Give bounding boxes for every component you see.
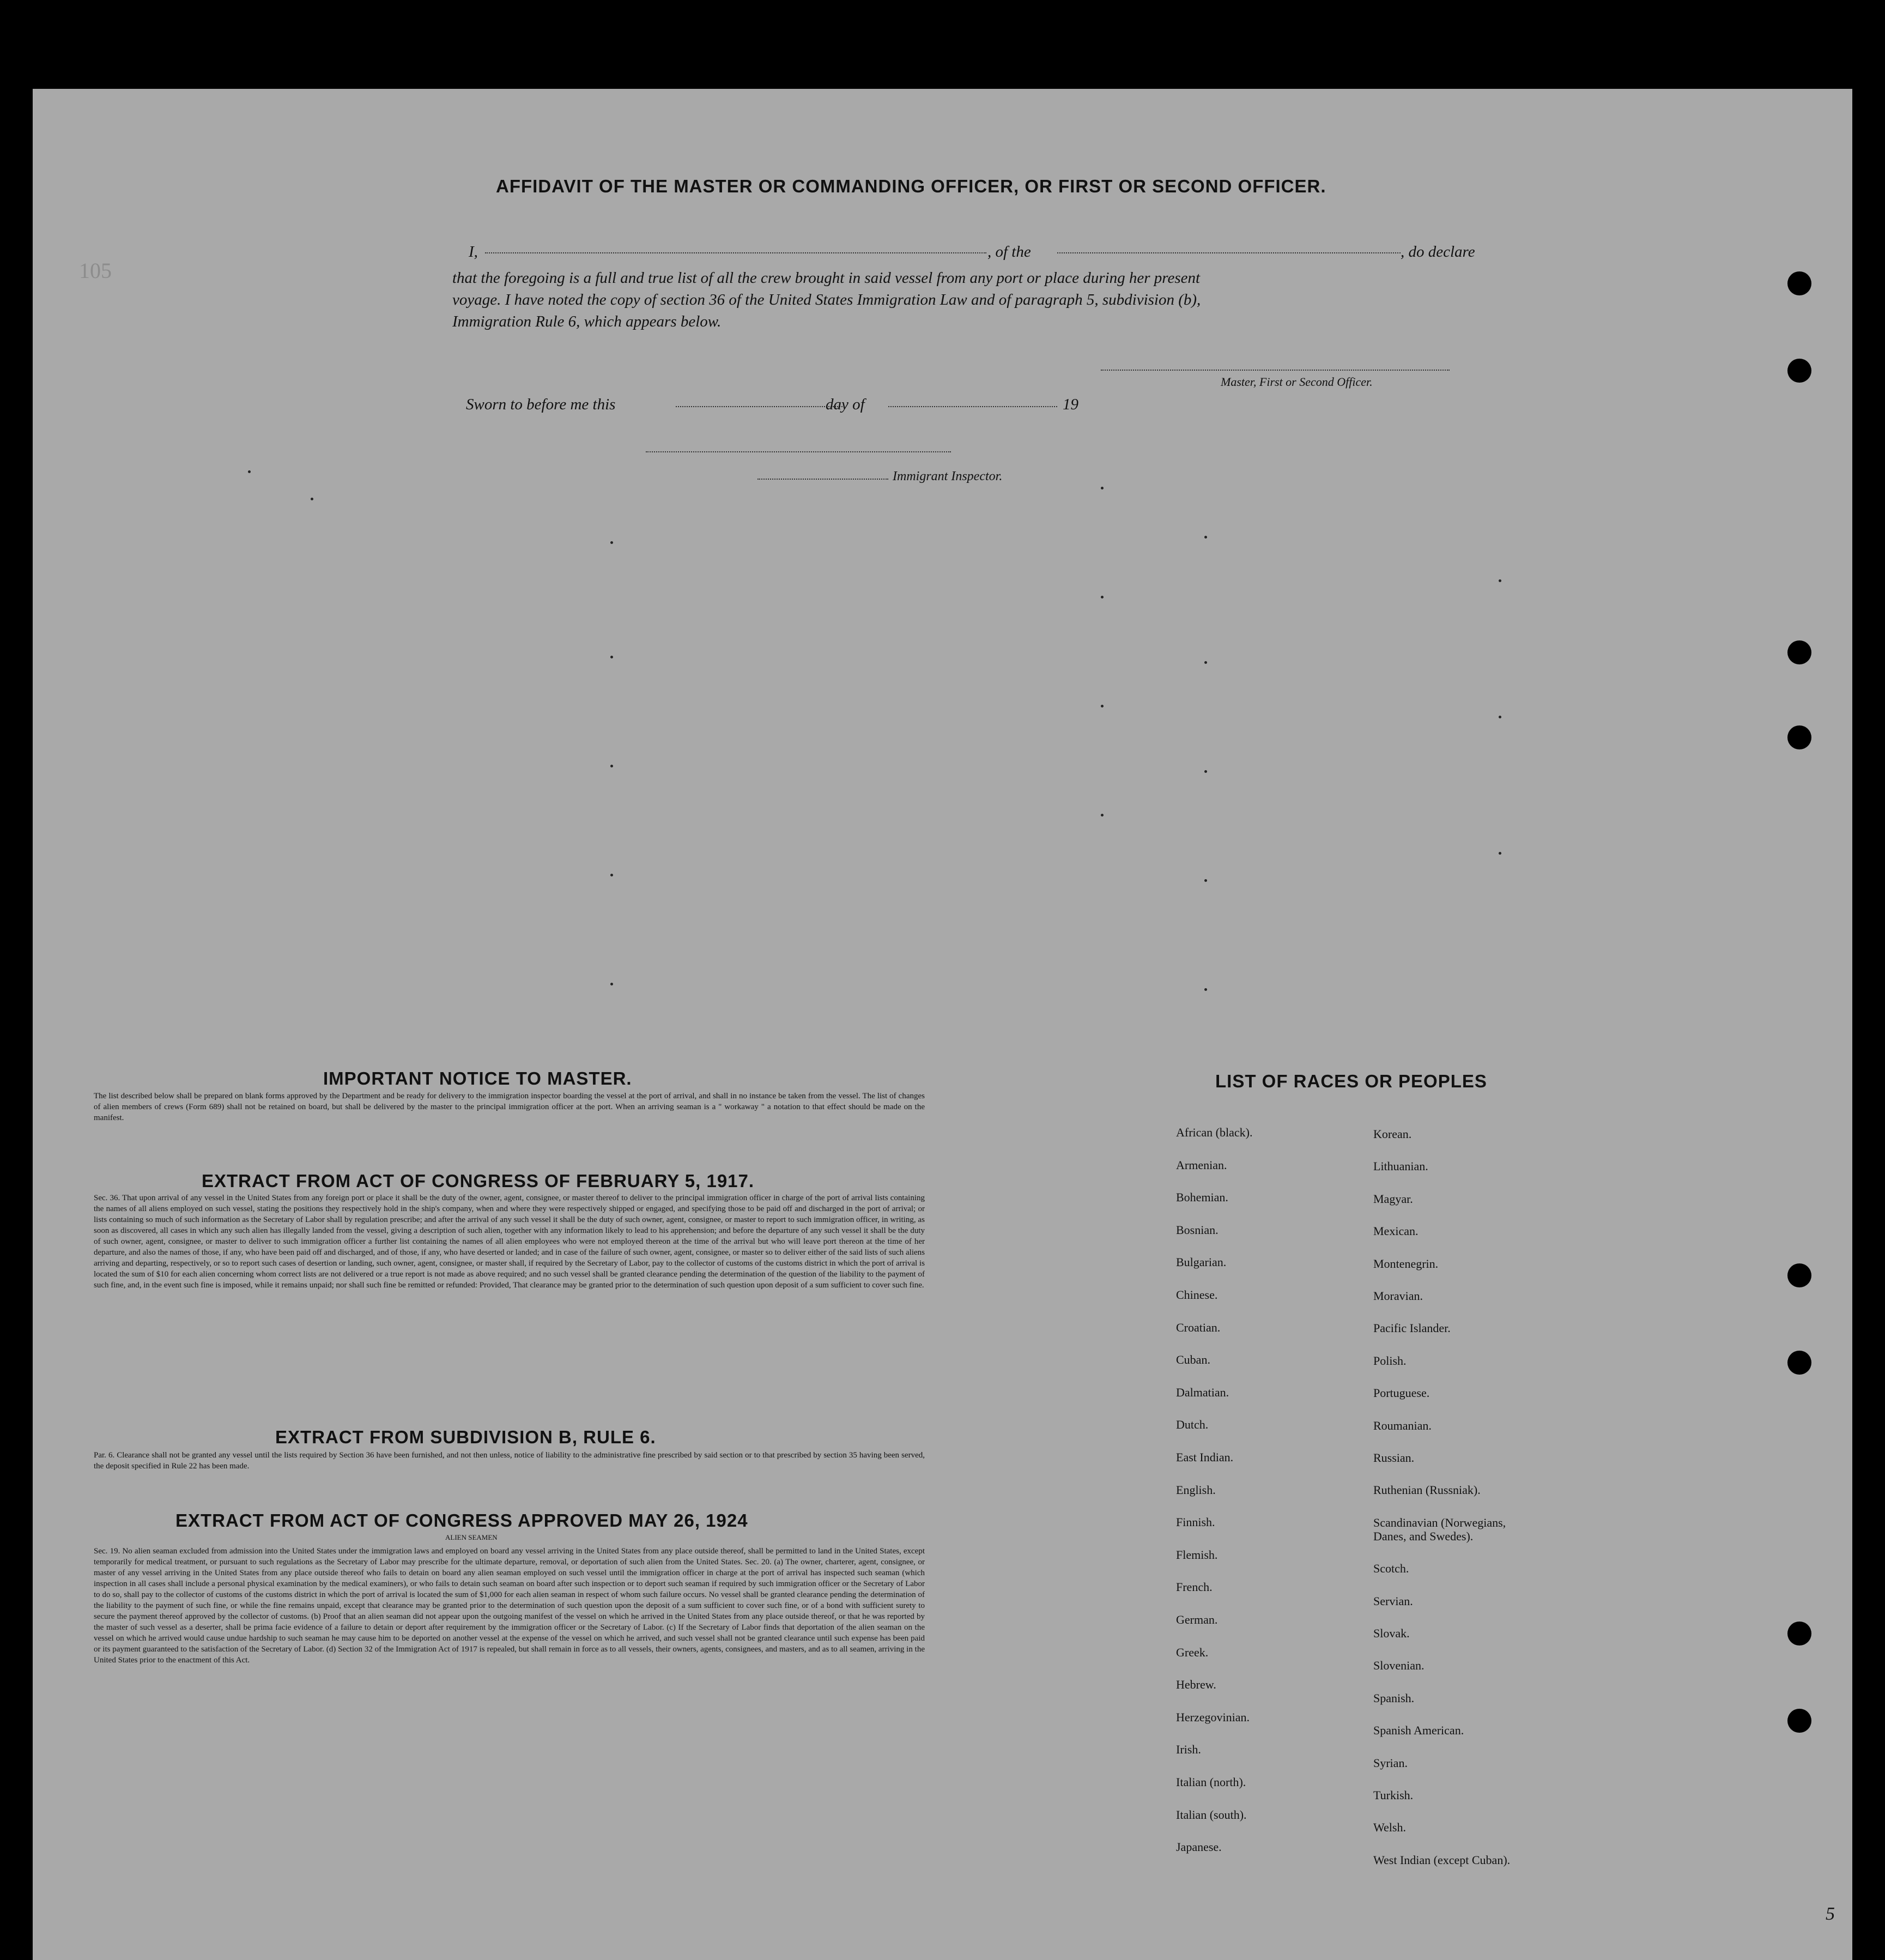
race-item: Magyar. [1373,1191,1413,1206]
vessel-blank [1057,252,1401,253]
race-item: Korean. [1373,1127,1412,1141]
race-item: Bulgarian. [1176,1255,1227,1269]
name-blank [485,252,986,253]
punch-hole [1787,1709,1811,1733]
day-of-label: day of [826,396,865,413]
race-item: Slovenian. [1373,1659,1425,1673]
sworn-month-blank [888,406,1057,407]
sworn-day-blank [676,406,845,407]
race-item: Armenian. [1176,1158,1227,1172]
race-item: Hebrew. [1176,1678,1216,1692]
punch-hole [1787,640,1811,664]
punch-hole [1787,1263,1811,1287]
races-title: LIST OF RACES OR PEOPLES [1215,1071,1487,1091]
race-item: Dalmatian. [1176,1385,1229,1399]
race-item: Turkish. [1373,1788,1414,1802]
notice-title: IMPORTANT NOTICE TO MASTER. [323,1068,632,1088]
affidavit-title: AFFIDAVIT OF THE MASTER OR COMMANDING OFFICER, OR FIRST OR SECOND OFFICER. [496,176,1326,196]
extract-1924-text: Sec. 19. No alien seaman excluded from admission into the United States under the immigration laws and employed on board any vessel arriving in the United States from any place outside thereof, shall be permitted to land in the United States, except temporarily for medical treatment, or pursuant to such regulations as the Secretary of Labor may prescribe for the ultimate departure, removal, or deportation of such alien from the United States. Sec. 20. (a) The owner, charterer, agent, consignee, or master of any vessel arriving in the United States from any place outside thereof who fails to detain on board any alien seaman employed on such vessel until the immigration officer in charge at the port of arrival has inspected such seaman (which inspection in all cases shall include a personal physical examination by the medical examiners), or who fails to detain such seaman on board after such inspection or to deport such seaman if required by such immigration officer or the Secretary of Labor to do so, shall pay to the collector of customs of the customs district in which the port of arrival is located the sum of $1,000 for each alien seaman in respect of whom such failure occurs. No vessel shall be granted clearance pending the determination of the liability to the payment of such fine, or while the fine remains unpaid, except that clearance may be granted prior to the determination of such question upon the deposit of a sum sufficient to cover such fine, or of a bond with sufficient surety to secure the payment thereof approved by the collector of customs. (b) Proof that an alien seaman did not appear upon the outgoing manifest of the vessel on which he arrived in the United States from any place outside thereof, or that he was reported by the master of such vessel as a deserter, shall be prima facie evidence of a failure to detain or deport after requirement by the immigration officer or the Secretary of Labor. (c) If the Secretary of Labor finds that deportation of the alien seaman on the vessel on which he arrived would cause undue hardship to such seaman he may cause him to be deported on another vessel at the expense of the vessel on which he arrived, and such vessel shall not be granted clearance until such expense has been paid or its payment guaranteed to the satisfaction of the Secretary of Labor. (d) Section 32 of the Immigration Act of 1917 is repealed, but shall remain in force as to all vessels, their owners, agents, consignees, and masters, and as to all seamen, arriving in the United States prior to the enactment of this Act. [94,1547,925,1665]
race-item: Danes, and Swedes). [1373,1529,1474,1543]
race-item: Dutch. [1176,1418,1209,1432]
document-sheet [33,89,1852,1960]
punch-hole [1787,271,1811,295]
punch-hole [1787,725,1811,749]
punch-hole [1787,1622,1811,1646]
race-item: Ruthenian (Russniak). [1373,1483,1481,1497]
race-item: Bohemian. [1176,1190,1228,1205]
race-item: Flemish. [1176,1547,1218,1562]
race-item: Japanese. [1176,1840,1222,1854]
of-the-label: , of the [987,243,1031,261]
affidavit-body-3: Immigration Rule 6, which appears below. [452,313,722,330]
master-signature-line [1101,370,1450,371]
race-item: Irish. [1176,1743,1201,1757]
inspector-short-line [757,479,888,480]
race-item: Portuguese. [1373,1386,1430,1400]
race-item: Italian (south). [1176,1807,1247,1822]
race-item: Spanish American. [1373,1723,1464,1738]
inspector-caption: Immigrant Inspector. [893,469,1003,483]
race-item: Montenegrin. [1373,1256,1439,1271]
margin-number: 105 [79,258,112,283]
race-item: French. [1176,1580,1213,1594]
race-item: Welsh. [1373,1820,1406,1835]
race-item: Roumanian. [1373,1418,1432,1432]
race-item: Croatian. [1176,1320,1221,1334]
punch-hole [1787,1351,1811,1375]
race-item: Lithuanian. [1373,1159,1428,1173]
race-item: West Indian (except Cuban). [1373,1853,1511,1867]
affidavit-body-2: voyage. I have noted the copy of section 36 of the United States Immigration Law and of paragraph 5, subdivision (b), [452,291,1201,308]
race-item: Chinese. [1176,1288,1218,1302]
race-item: Scotch. [1373,1562,1409,1576]
race-item: Bosnian. [1176,1223,1219,1237]
affidavit-body-1: that the foregoing is a full and true list of all the crew brought in said vessel from any port or place during her present [452,269,1201,287]
punch-hole [1787,359,1811,383]
race-item: Italian (north). [1176,1775,1246,1789]
race-item: Finnish. [1176,1515,1215,1529]
race-item: Pacific Islander. [1373,1321,1451,1335]
extract-1924-title: EXTRACT FROM ACT OF CONGRESS APPROVED MAY 26, 1924 [175,1510,748,1531]
corner-mark: 5 [1826,1904,1835,1924]
race-item: Scandinavian (Norwegians, [1373,1515,1506,1529]
extract-1917-title: EXTRACT FROM ACT OF CONGRESS OF FEBRUARY 5, 1917. [202,1171,755,1191]
extract-1917-text: Sec. 36. That upon arrival of any vessel in the United States from any foreign port or place it shall be the duty of the owner, agent, consignee, or master thereof to deliver to the principal immigration officer in charge of the port of arrival lists containing the names of all aliens employed on such vessel, stating the positions they respectively hold in the ship's company, when and where they were respectively shipped or engaged, and specifying those to be paid off and discharged in the port of arrival; or lists containing so much of such information as the Secretary of Labor shall by regulation prescribe; and after the arrival of any such vessel it shall be the duty of such owner, agent, consignee, or master to report to such immigration officer, in writing, as soon as discovered, all cases in which any such alien has illegally landed from the vessel, giving a description of such alien, together with any information likely to lead to his apprehension; and before the departure of any such vessel it shall be the duty of such owner, agent, consignee, or master to deliver to such immigration officer a further list containing the names of all alien employees who were not employed thereon at the time of the arrival but who will leave port thereon at the time of her departure, and also the names of those, if any, who have been paid off and discharged, and of those, if any, who have deserted or landed; and in case of the failure of such owner, agent, consignee, or master so to deliver either of the said lists of such aliens arriving and departing, respectively, or so to report such cases of desertion or landing, such owner, agent, consignee, or master shall, if required by the Secretary of Labor, pay to the collector of customs of the customs district in which the port of arrival is located the sum of $10 for each alien concerning whom correct lists are not delivered or a true report is not made as above required; and no such vessel shall be granted clearance pending the determination of the question of the liability to the payment of such fine, and, in the event such fine is imposed, while it remains unpaid; nor shall such fine be remitted or refunded: Provided, That clearance may be granted prior to the determination of such question upon deposit of a sum sufficient to cover such fine. [94,1194,925,1290]
race-item: Herzegovinian. [1176,1710,1250,1724]
race-item: Slovak. [1373,1626,1410,1640]
race-item: East Indian. [1176,1450,1234,1464]
master-caption: Master, First or Second Officer. [1221,375,1373,389]
race-item: Polish. [1373,1353,1407,1368]
affidavit-i-label: I, [469,243,478,261]
race-item: English. [1176,1483,1216,1497]
extract-rule6-text: Par. 6. Clearance shall not be granted any vessel until the lists required by Section 36 have been furnished, and not then unless, notice of liability to the administrative fine prescribed by said section or to that prescribed by section 35 having been served, the deposit specified in Rule 22 has been made. [94,1451,925,1471]
do-declare-label: , do declare [1401,243,1475,261]
sworn-label: Sworn to before me this [466,396,616,413]
race-item: Spanish. [1373,1691,1415,1705]
race-item: German. [1176,1613,1218,1626]
year-label: 19 [1063,396,1078,413]
race-item: Syrian. [1373,1756,1408,1770]
race-item: African (black). [1176,1126,1253,1139]
race-item: Russian. [1373,1451,1415,1465]
race-item: Servian. [1373,1594,1413,1608]
race-item: Mexican. [1373,1224,1419,1238]
race-item: Greek. [1176,1645,1209,1659]
inspector-signature-line [646,451,951,452]
race-item: Moravian. [1373,1289,1423,1303]
extract-rule6-title: EXTRACT FROM SUBDIVISION B, RULE 6. [275,1427,656,1447]
notice-text: The list described below shall be prepared on blank forms approved by the Department and be ready for delivery to the immigration inspector boarding the vessel at the port of arrival, and shall in no instance be taken from the vessel. The list of changes of alien members of crews (Form 689) shall not be retained on board, but shall be delivered by the master to the principal immigration officer at the port. When an arriving seaman is a " workaway " a notation to that effect should be made on the manifest. [94,1092,925,1122]
extract-1924-subtitle: ALIEN SEAMEN [445,1533,498,1541]
race-item: Cuban. [1176,1353,1210,1367]
